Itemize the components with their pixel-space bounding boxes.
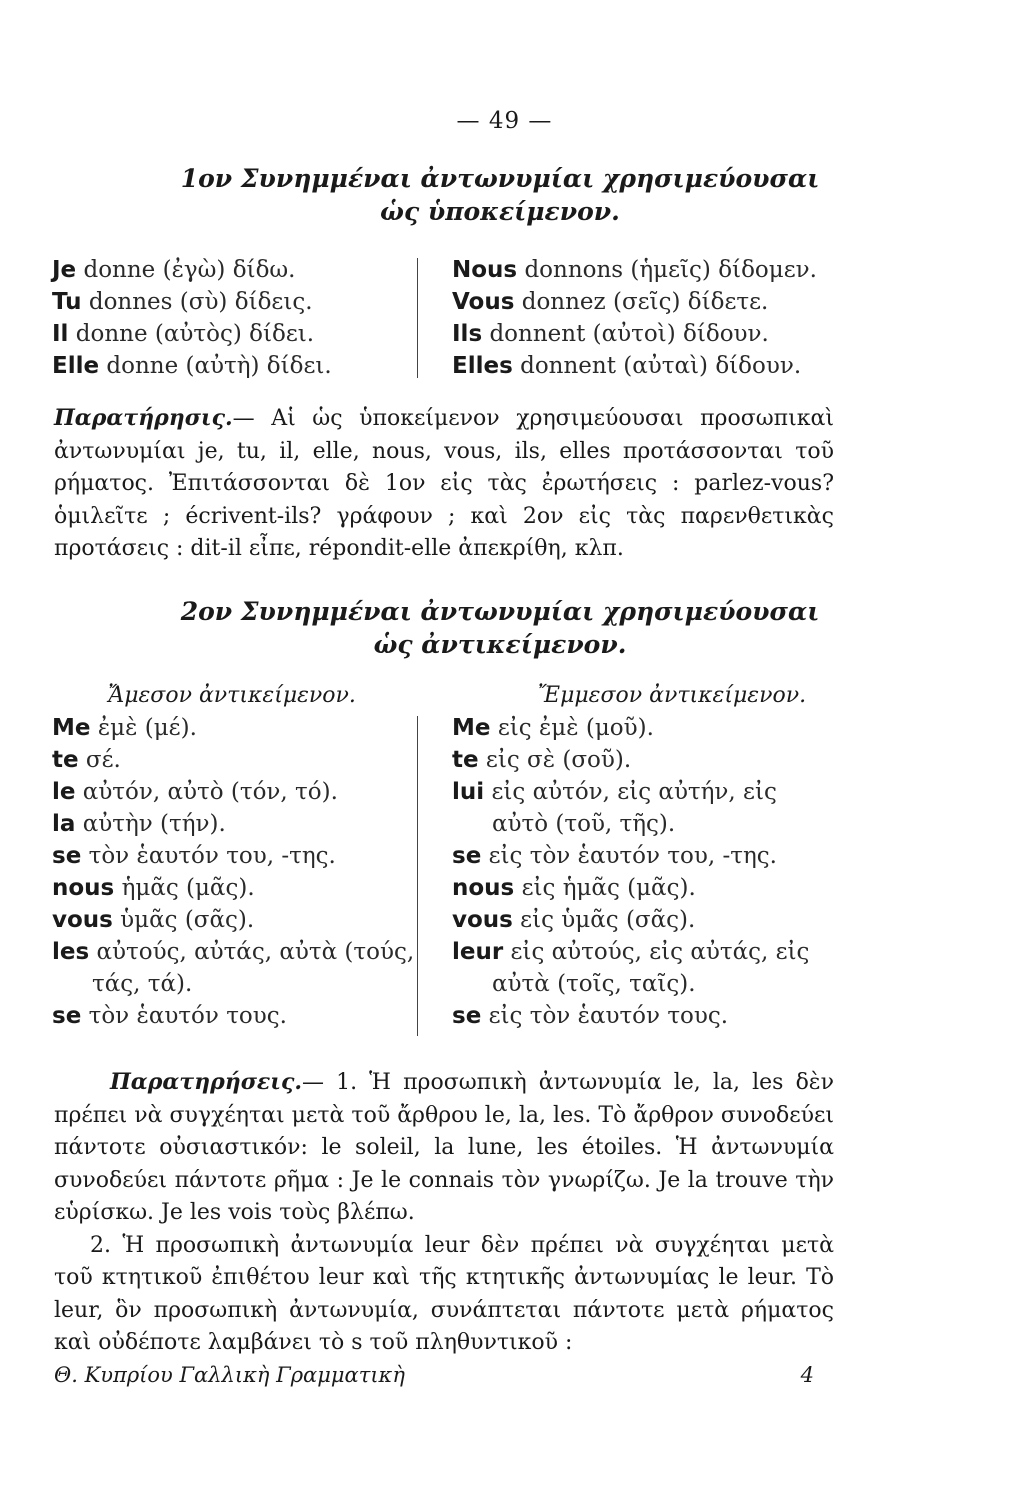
- remark2-label: Παρατηρήσεις.: [110, 1069, 302, 1095]
- pronoun-row: se τὸν ἑαυτόν τους.: [52, 1003, 287, 1029]
- column-divider: [417, 716, 418, 1036]
- column-divider: [417, 258, 418, 378]
- remark1-paragraph: [54, 402, 834, 566]
- pronoun-row: lui εἰς αὐτόν, εἰς αὐτήν, εἰς: [452, 779, 777, 805]
- direct-object-heading: Ἄμεσον ἀντικείμενον.: [108, 683, 356, 708]
- remark2-p1-text: — 1. Ἡ προσωπικὴ ἀντωνυμία le, la, les δὲν πρέπει νὰ συγχέηται μετὰ τοῦ ἄρθρου le, la, les. Τὸ ἄρθρον συνοδεύει πάντοτε οὐσιαστικόν: le soleil, la lune, les étoiles. Ἡ ἀντωνυμία συνοδεύει πάντοτε ρῆμα : Je le connais τὸν γνωρίζω. Je la trouve τὴν εὑρίσκω. Je les vois τοὺς βλέπω.: [54, 1070, 834, 1225]
- pronoun-row: te σέ.: [52, 747, 121, 773]
- pronoun-row: vous ὑμᾶς (σᾶς).: [52, 907, 255, 933]
- footer-signature-mark: 4: [800, 1363, 814, 1387]
- pronoun-row: Me ἐμὲ (μέ).: [52, 715, 197, 741]
- pronoun-row: te εἰς σὲ (σοῦ).: [452, 747, 632, 773]
- pronoun-row-continued: τάς, τά).: [92, 971, 193, 997]
- pronoun-row: se εἰς τὸν ἑαυτόν του, -της.: [452, 843, 777, 869]
- pronoun-row-continued: αὐτὰ (τοῖς, ταῖς).: [492, 971, 696, 997]
- pronoun-row: se εἰς τὸν ἑαυτόν τους.: [452, 1003, 729, 1029]
- indirect-object-column: [452, 680, 892, 1032]
- remark1-label: Παρατήρησις.: [54, 405, 233, 431]
- footer-book-title: Θ. Κυπρίου Γαλλικὴ Γραμματικὴ: [54, 1363, 405, 1387]
- conj-row: Je donne (ἐγὼ) δίδω.: [52, 257, 296, 283]
- pronoun-row: nous εἰς ἡμᾶς (μᾶς).: [452, 875, 696, 901]
- remark2-paragraphs: [54, 1066, 834, 1360]
- section2-title-line1: 2ον Συνημμέναι ἀντωνυμίαι χρησιμεύουσαι: [180, 597, 820, 626]
- pronoun-row: se τὸν ἑαυτόν του, -της.: [52, 843, 336, 869]
- conj-row: Tu donnes (σὺ) δίδεις.: [52, 289, 313, 315]
- pronoun-row: le αὐτόν, αὐτὸ (τόν, τό).: [52, 779, 338, 805]
- section2-heading: [60, 595, 940, 661]
- pronoun-row: la αὐτὴν (τήν).: [52, 811, 226, 837]
- conj-row: Elle donne (αὐτὴ) δίδει.: [52, 353, 332, 379]
- section2-title-line2: ὡς ἀντικείμενον.: [373, 630, 627, 659]
- conj-row: Elles donnent (αὐταὶ) δίδουν.: [452, 353, 802, 379]
- pronoun-row: nous ἡμᾶς (μᾶς).: [52, 875, 255, 901]
- section1-title-line2: ὡς ὑποκείμενον.: [380, 197, 620, 226]
- section1-heading: [60, 162, 940, 228]
- section1-title-line1: 1ον Συνημμέναι ἀντωνυμίαι χρησιμεύουσαι: [180, 164, 820, 193]
- direct-object-column: [52, 680, 415, 1032]
- page-number: — 49 —: [456, 108, 553, 134]
- section1-plural-column: [452, 254, 892, 382]
- pronoun-row: Me εἰς ἐμὲ (μοῦ).: [452, 715, 654, 741]
- pronoun-row: leur εἰς αὐτούς, εἰς αὐτάς, εἰς: [452, 939, 810, 965]
- conj-row: Ils donnent (αὐτοὶ) δίδουν.: [452, 321, 769, 347]
- remark2-paragraph1: [54, 1066, 834, 1230]
- conj-row: Vous donnez (σεῖς) δίδετε.: [452, 289, 769, 315]
- pronoun-row-continued: αὐτὸ (τοῦ, τῆς).: [492, 811, 676, 837]
- indirect-object-heading: Ἔμμεσον ἀντικείμενον.: [537, 683, 807, 708]
- pronoun-row: les αὐτούς, αὐτάς, αὐτὰ (τούς,: [52, 939, 415, 965]
- section1-singular-column: [52, 254, 412, 382]
- conj-row: Nous donnons (ἡμεῖς) δίδομεν.: [452, 257, 817, 283]
- remark1-text: — Αἱ ὡς ὑποκείμενον χρησιμεύουσαι προσωπικαὶ ἀντωνυμίαι je, tu, il, elle, nous, vous, ils, elles προτάσσονται τοῦ ρήματος. Ἐπιτάσσονται δὲ 1ον εἰς τὰς ἐρωτήσεις : parlez-vous? ὁμιλεῖτε ; écrivent-ils? γράφουν ; καὶ 2ον εἰς τὰς παρενθετικὰς προτάσεις : dit-il εἶπε, répondit-elle ἀπεκρίθη, κλπ.: [54, 406, 834, 561]
- remark2-paragraph2: 2. Ἡ προσωπικὴ ἀντωνυμία leur δὲν πρέπει νὰ συγχέηται μετὰ τοῦ κτητικοῦ ἐπιθέτου leur καὶ τῆς κτητικῆς ἀντωνυμίας le leur. Τὸ leur, ὃν προσωπικὴ ἀντωνυμία, συνάπτεται πάντοτε μετὰ ρήματος καὶ οὐδέποτε λαμβάνει τὸ s τοῦ πληθυντικοῦ :: [54, 1232, 834, 1355]
- conj-row: Il donne (αὐτὸς) δίδει.: [52, 321, 315, 347]
- pronoun-row: vous εἰς ὑμᾶς (σᾶς).: [452, 907, 696, 933]
